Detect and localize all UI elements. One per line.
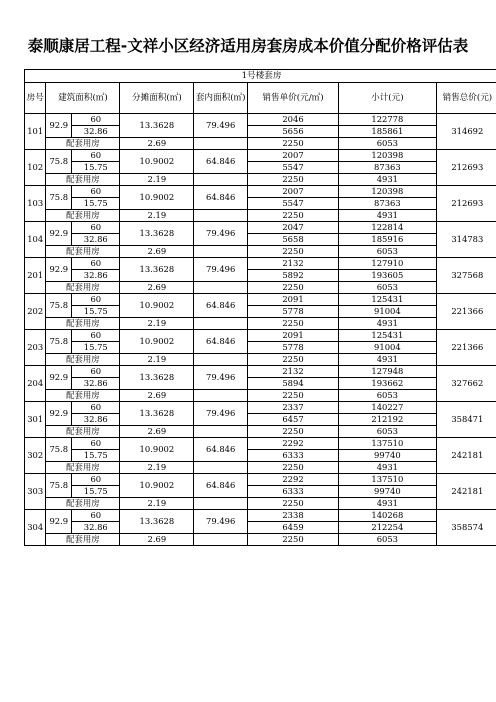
table-row <box>25 210 496 222</box>
area-part-1: 60 <box>72 474 120 486</box>
subtotal: 122778 <box>339 114 437 126</box>
ancillary-label: 配套用房 <box>46 318 120 330</box>
building-area: 75.8 <box>46 186 72 210</box>
inner-area: 79.496 <box>194 222 248 246</box>
table-row <box>25 126 496 138</box>
sale-total: 327662 <box>436 366 496 402</box>
table-row <box>25 174 496 186</box>
inner-area: 79.496 <box>194 402 248 426</box>
table-row <box>25 450 496 462</box>
ancillary-label: 配套用房 <box>46 462 120 474</box>
ancillary-label: 配套用房 <box>46 282 120 294</box>
area-part-2: 15.75 <box>72 162 120 174</box>
unit-price: 6457 <box>247 414 338 426</box>
shared-area: 13.3628 <box>120 114 194 138</box>
subtotal: 212192 <box>339 414 437 426</box>
ancillary-shared-area: 2.69 <box>120 138 194 150</box>
ancillary-inner-area <box>194 426 248 438</box>
ancillary-inner-area <box>194 174 248 186</box>
room-number: 103 <box>25 186 46 222</box>
area-part-1: 60 <box>72 114 120 126</box>
unit-price: 5547 <box>247 162 338 174</box>
subtotal: 6053 <box>339 282 437 294</box>
area-part-1: 60 <box>72 402 120 414</box>
unit-price: 2250 <box>247 426 338 438</box>
unit-price-header: 销售单价(元/㎡) <box>247 83 338 114</box>
unit-price: 2046 <box>247 114 338 126</box>
table-row <box>25 522 496 534</box>
unit-price: 5778 <box>247 342 338 354</box>
total-header: 销售总价(元) <box>436 83 496 114</box>
unit-price: 2292 <box>247 438 338 450</box>
subtotal: 6053 <box>339 138 437 150</box>
inner-area: 64.846 <box>194 474 248 498</box>
unit-price: 2047 <box>247 222 338 234</box>
ancillary-inner-area <box>194 354 248 366</box>
area-part-1: 60 <box>72 438 120 450</box>
shared-area: 10.9002 <box>120 438 194 462</box>
area-part-2: 32.86 <box>72 522 120 534</box>
area-part-1: 60 <box>72 186 120 198</box>
ancillary-shared-area: 2.19 <box>120 498 194 510</box>
shared-area: 13.3628 <box>120 510 194 534</box>
area-part-2: 32.86 <box>72 126 120 138</box>
ancillary-shared-area: 2.69 <box>120 390 194 402</box>
room-number: 302 <box>25 438 46 474</box>
ancillary-label: 配套用房 <box>46 354 120 366</box>
room-number: 203 <box>25 330 46 366</box>
area-part-1: 60 <box>72 330 120 342</box>
ancillary-label: 配套用房 <box>46 210 120 222</box>
table-row <box>25 486 496 498</box>
table-row <box>25 342 496 354</box>
building-area: 92.9 <box>46 222 72 246</box>
ancillary-inner-area <box>194 138 248 150</box>
area-part-1: 60 <box>72 150 120 162</box>
shared-area: 13.3628 <box>120 222 194 246</box>
area-part-2: 32.86 <box>72 414 120 426</box>
building-area: 92.9 <box>46 510 72 534</box>
unit-price: 5778 <box>247 306 338 318</box>
inner-area-header: 套内面积(㎡) <box>194 83 248 114</box>
subtotal: 4931 <box>339 498 437 510</box>
inner-area: 64.846 <box>194 150 248 174</box>
unit-price: 6459 <box>247 522 338 534</box>
table-row <box>25 402 496 414</box>
subtotal: 91004 <box>339 306 437 318</box>
room-number: 104 <box>25 222 46 258</box>
unit-price: 2250 <box>247 174 338 186</box>
unit-price: 2091 <box>247 330 338 342</box>
building-area: 92.9 <box>46 114 72 138</box>
table-row <box>25 198 496 210</box>
subtotal: 6053 <box>339 534 437 546</box>
unit-price: 2250 <box>247 246 338 258</box>
room-number: 304 <box>25 510 46 546</box>
inner-area: 64.846 <box>194 330 248 354</box>
room-number: 102 <box>25 150 46 186</box>
table-row <box>25 162 496 174</box>
ancillary-shared-area: 2.19 <box>120 318 194 330</box>
table-row <box>25 222 496 234</box>
ancillary-shared-area: 2.69 <box>120 246 194 258</box>
inner-area: 64.846 <box>194 186 248 210</box>
building-header: 1号楼套房 <box>25 70 496 83</box>
table-row <box>25 234 496 246</box>
room-number: 202 <box>25 294 46 330</box>
shared-area: 10.9002 <box>120 186 194 210</box>
ancillary-shared-area: 2.69 <box>120 282 194 294</box>
room-number: 303 <box>25 474 46 510</box>
shared-area: 10.9002 <box>120 474 194 498</box>
ancillary-shared-area: 2.19 <box>120 174 194 186</box>
area-part-2: 32.86 <box>72 234 120 246</box>
subtotal: 120398 <box>339 186 437 198</box>
subtotal: 122814 <box>339 222 437 234</box>
subtotal: 4931 <box>339 354 437 366</box>
sale-total: 212693 <box>436 150 496 186</box>
unit-price: 2007 <box>247 150 338 162</box>
subtotal: 185916 <box>339 234 437 246</box>
subtotal-header: 小计(元) <box>339 83 437 114</box>
unit-price: 2091 <box>247 294 338 306</box>
inner-area: 79.496 <box>194 366 248 390</box>
sale-total: 242181 <box>436 438 496 474</box>
sale-total: 358574 <box>436 510 496 546</box>
table-row <box>25 438 496 450</box>
table-row <box>25 150 496 162</box>
ancillary-label: 配套用房 <box>46 174 120 186</box>
subtotal: 91004 <box>339 342 437 354</box>
room-number: 204 <box>25 366 46 402</box>
subtotal: 6053 <box>339 390 437 402</box>
ancillary-label: 配套用房 <box>46 246 120 258</box>
ancillary-label: 配套用房 <box>46 534 120 546</box>
unit-price: 5658 <box>247 234 338 246</box>
ancillary-inner-area <box>194 246 248 258</box>
table-row <box>25 138 496 150</box>
ancillary-inner-area <box>194 318 248 330</box>
subtotal: 4931 <box>339 462 437 474</box>
table-row <box>25 354 496 366</box>
subtotal: 125431 <box>339 330 437 342</box>
sale-total: 327568 <box>436 258 496 294</box>
ancillary-shared-area: 2.19 <box>120 462 194 474</box>
area-part-2: 32.86 <box>72 270 120 282</box>
sale-total: 314692 <box>436 114 496 150</box>
subtotal: 87363 <box>339 198 437 210</box>
area-part-1: 60 <box>72 366 120 378</box>
room-number: 101 <box>25 114 46 150</box>
unit-price: 5656 <box>247 126 338 138</box>
unit-price: 2250 <box>247 390 338 402</box>
unit-price: 2007 <box>247 186 338 198</box>
sale-total: 221366 <box>436 294 496 330</box>
table-row <box>25 474 496 486</box>
unit-price: 2250 <box>247 534 338 546</box>
building-area-header: 建筑面积(㎡) <box>46 83 120 114</box>
subtotal: 127948 <box>339 366 437 378</box>
unit-price: 2250 <box>247 138 338 150</box>
subtotal: 4931 <box>339 318 437 330</box>
table-row <box>25 498 496 510</box>
unit-price: 5547 <box>247 198 338 210</box>
sale-total: 358471 <box>436 402 496 438</box>
area-part-2: 15.75 <box>72 198 120 210</box>
unit-price: 2250 <box>247 282 338 294</box>
table-row <box>25 270 496 282</box>
area-part-2: 32.86 <box>72 378 120 390</box>
subtotal: 212254 <box>339 522 437 534</box>
subtotal: 125431 <box>339 294 437 306</box>
table-row <box>25 294 496 306</box>
subtotal: 185861 <box>339 126 437 138</box>
building-area: 75.8 <box>46 150 72 174</box>
unit-price: 2250 <box>247 462 338 474</box>
table-row <box>25 330 496 342</box>
unit-price: 2250 <box>247 210 338 222</box>
area-part-2: 15.75 <box>72 342 120 354</box>
unit-price: 6333 <box>247 486 338 498</box>
subtotal: 4931 <box>339 174 437 186</box>
ancillary-inner-area <box>194 462 248 474</box>
unit-price: 2132 <box>247 366 338 378</box>
subtotal: 140268 <box>339 510 437 522</box>
table-row <box>25 306 496 318</box>
subtotal: 99740 <box>339 450 437 462</box>
table-row <box>25 414 496 426</box>
room-header: 房号 <box>25 83 46 114</box>
ancillary-inner-area <box>194 498 248 510</box>
unit-price: 2250 <box>247 498 338 510</box>
shared-area: 13.3628 <box>120 402 194 426</box>
ancillary-shared-area: 2.19 <box>120 354 194 366</box>
area-part-1: 60 <box>72 510 120 522</box>
building-area: 75.8 <box>46 474 72 498</box>
ancillary-shared-area: 2.69 <box>120 534 194 546</box>
ancillary-shared-area: 2.19 <box>120 210 194 222</box>
page-title: 泰顺康居工程-文祥小区经济适用房套房成本价值分配价格评估表 <box>27 37 469 55</box>
unit-price: 6333 <box>247 450 338 462</box>
subtotal: 6053 <box>339 246 437 258</box>
area-part-1: 60 <box>72 222 120 234</box>
unit-price: 2250 <box>247 318 338 330</box>
sale-total: 221366 <box>436 330 496 366</box>
table-row <box>25 378 496 390</box>
ancillary-label: 配套用房 <box>46 426 120 438</box>
table-row <box>25 366 496 378</box>
shared-area: 13.3628 <box>120 366 194 390</box>
inner-area: 64.846 <box>194 294 248 318</box>
shared-area: 10.9002 <box>120 294 194 318</box>
table-row <box>25 426 496 438</box>
inner-area: 79.496 <box>194 258 248 282</box>
area-part-2: 15.75 <box>72 486 120 498</box>
unit-price: 2337 <box>247 402 338 414</box>
table-body <box>25 114 496 546</box>
inner-area: 64.846 <box>194 438 248 462</box>
subtotal: 99740 <box>339 486 437 498</box>
table-row <box>25 318 496 330</box>
table-row <box>25 186 496 198</box>
ancillary-inner-area <box>194 390 248 402</box>
subtotal: 140227 <box>339 402 437 414</box>
subtotal: 193662 <box>339 378 437 390</box>
ancillary-inner-area <box>194 210 248 222</box>
table-row <box>25 462 496 474</box>
room-number: 301 <box>25 402 46 438</box>
ancillary-inner-area <box>194 282 248 294</box>
building-area: 75.8 <box>46 330 72 354</box>
subtotal: 87363 <box>339 162 437 174</box>
subtotal: 137510 <box>339 474 437 486</box>
subtotal: 127910 <box>339 258 437 270</box>
shared-area-header: 分摊面积(㎡) <box>120 83 194 114</box>
building-area: 92.9 <box>46 402 72 426</box>
building-area: 92.9 <box>46 258 72 282</box>
inner-area: 79.496 <box>194 510 248 534</box>
table-row <box>25 534 496 546</box>
unit-price: 2250 <box>247 354 338 366</box>
table-row <box>25 246 496 258</box>
unit-price: 5892 <box>247 270 338 282</box>
ancillary-label: 配套用房 <box>46 498 120 510</box>
area-part-2: 15.75 <box>72 450 120 462</box>
building-area: 92.9 <box>46 366 72 390</box>
unit-price: 2338 <box>247 510 338 522</box>
table-row <box>25 390 496 402</box>
table-row <box>25 258 496 270</box>
subtotal: 193605 <box>339 270 437 282</box>
valuation-table <box>24 69 496 546</box>
unit-price: 5894 <box>247 378 338 390</box>
table-row <box>25 114 496 126</box>
table-row <box>25 510 496 522</box>
subtotal: 137510 <box>339 438 437 450</box>
building-area: 75.8 <box>46 294 72 318</box>
building-area: 75.8 <box>46 438 72 462</box>
table-row <box>25 282 496 294</box>
ancillary-label: 配套用房 <box>46 390 120 402</box>
shared-area: 13.3628 <box>120 258 194 282</box>
shared-area: 10.9002 <box>120 330 194 354</box>
sale-total: 242181 <box>436 474 496 510</box>
ancillary-shared-area: 2.69 <box>120 426 194 438</box>
area-part-2: 15.75 <box>72 306 120 318</box>
inner-area: 79.496 <box>194 114 248 138</box>
sale-total: 314783 <box>436 222 496 258</box>
area-part-1: 60 <box>72 294 120 306</box>
ancillary-label: 配套用房 <box>46 138 120 150</box>
subtotal: 6053 <box>339 426 437 438</box>
unit-price: 2292 <box>247 474 338 486</box>
subtotal: 4931 <box>339 210 437 222</box>
unit-price: 2132 <box>247 258 338 270</box>
sale-total: 212693 <box>436 186 496 222</box>
shared-area: 10.9002 <box>120 150 194 174</box>
room-number: 201 <box>25 258 46 294</box>
subtotal: 120398 <box>339 150 437 162</box>
ancillary-inner-area <box>194 534 248 546</box>
area-part-1: 60 <box>72 258 120 270</box>
